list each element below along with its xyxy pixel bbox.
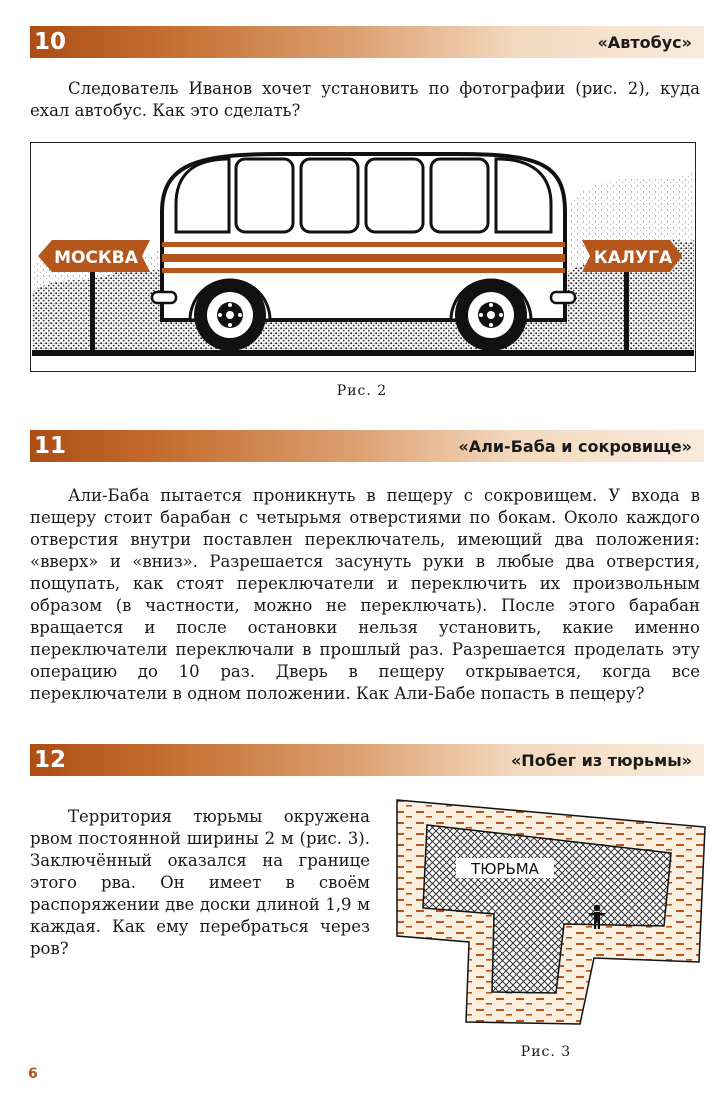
page-number: 6: [28, 1066, 38, 1082]
problem-number: 10: [34, 29, 67, 55]
problem-12-header: [30, 744, 704, 776]
figure-caption: Рис. 2: [336, 383, 388, 399]
problem-10-header: [30, 26, 704, 58]
problem-11-header: [30, 430, 704, 462]
figure-caption: Рис. 3: [520, 1044, 572, 1060]
problem-number: 12: [34, 747, 67, 773]
problem-10-text: Следователь Иванов хочет установить по фотографии (рис. 2), куда ехал автобус. Как это сделать?: [30, 79, 700, 120]
sign-left: МОСКВА: [54, 248, 138, 268]
bus-figure: [30, 142, 696, 372]
prison-figure: [394, 796, 708, 1032]
problem-title: «Автобус»: [597, 33, 692, 52]
problem-title: «Али-Баба и сокровище»: [458, 437, 692, 456]
problem-11-text: Али-Баба пытается проникнуть в пещеру с сокровищем. У входа в пещеру стоит барабан с четырьмя отверстиями по бокам. Около каждого отверстия внутри поставлен переключатель, имеющий два положения: «вверх» и «вниз». Разрешается засунуть руки в любые два отверстия, пощупать, как стоят переключатели и переключить их произвольным образом (в частности, можно не переключать). После этого барабан вращается и после остановки нельзя установить, какие именно переключатели переключали в прошлый раз. Разрешается проделать эту операцию до 10 раз. Дверь в пещеру открывается, когда все переключатели в одном положении. Как Али-Бабе попасть в пещеру?: [30, 486, 700, 703]
problem-number: 11: [34, 433, 67, 459]
problem-12-text: Территория тюрьмы окружена рвом постоянной ширины 2 м (рис. 3). Заключённый оказался на границе этого рва. Он имеет в своём распоряжении две доски длиной 1,9 м каждая. Как ему перебраться через ров?: [30, 807, 370, 958]
sign-right: КАЛУГА: [593, 248, 673, 268]
prison-label: ТЮРЬМА: [471, 860, 539, 878]
problem-title: «Побег из тюрьмы»: [510, 751, 692, 770]
